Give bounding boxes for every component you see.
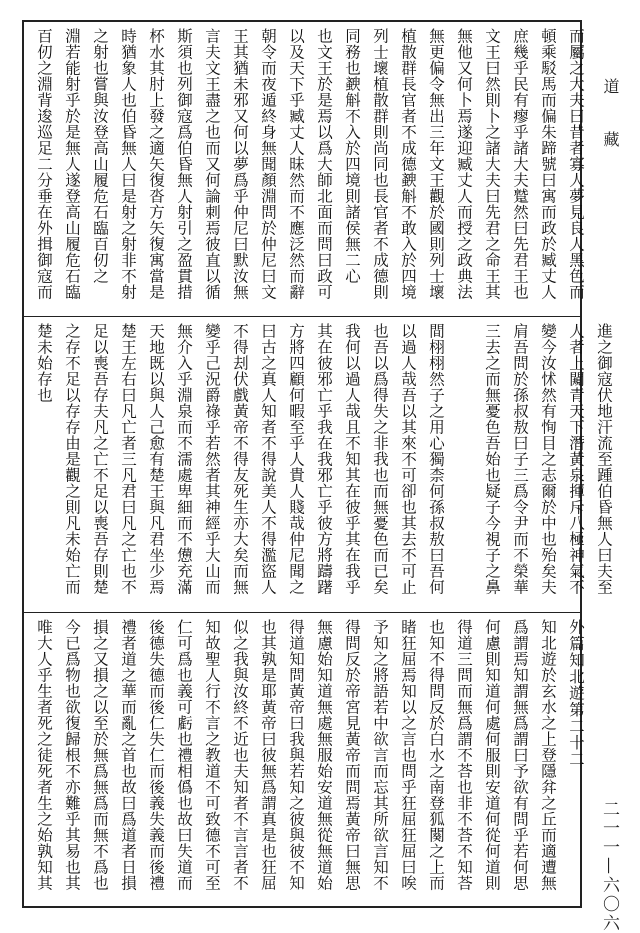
text-column: 列士壞植散群則尚同也長官者不成德則 bbox=[371, 28, 389, 300]
text-columns bbox=[30, 28, 590, 312]
text-column: 朝令而夜遁終身無聞顏淵問於仲尼曰文 bbox=[259, 28, 277, 300]
text-column: 禮者道之華而亂之首也故曰爲道者日損 bbox=[119, 619, 137, 891]
text-column: 知北遊於玄水之上登隱弅之丘而適遭無 bbox=[539, 619, 557, 891]
text-column: 得道知問黃帝曰我與若知之彼與彼不知 bbox=[287, 619, 305, 891]
text-column: 之射也嘗與汝登高山履危石臨百仞之 bbox=[91, 28, 109, 284]
text-column: 變乎己況爵祿乎若然者其神經乎大山而 bbox=[203, 323, 221, 595]
text-column: 爲謂焉知謂無爲謂曰予欲有問乎若何思 bbox=[511, 619, 529, 891]
chapter-title: 外篇知北遊第二十二 bbox=[567, 619, 585, 768]
margin-title: 道 藏 bbox=[601, 78, 620, 164]
text-column: 楚王左右曰凡亡者三凡君曰凡之亡也不 bbox=[119, 323, 137, 595]
text-column: 肩吾問於孫叔敖曰子三爲令尹而不榮華 bbox=[511, 323, 529, 595]
text-column: 間栩栩然子之用心獨柰何孫叔敖曰吾何 bbox=[427, 323, 445, 595]
text-column: 之存不足以存存由是觀之則凡未始亡而 bbox=[63, 323, 81, 595]
text-column: 也其孰是耶黃帝曰彼無爲謂真是也狂屈 bbox=[259, 619, 277, 891]
text-column: 三去之而無憂色吾始也疑子今視子之鼻 bbox=[483, 323, 501, 595]
text-column: 我何以過人哉且不知其在彼乎其在我乎 bbox=[343, 323, 361, 595]
text-column: 植散群長官者不成德斔斛不敢入於四境 bbox=[399, 28, 417, 300]
text-column: 人者上闚青天下潛黃泉揮斥八極神氣不 bbox=[567, 323, 585, 595]
text-column: 知故聖人行不言之教道不可致德不可至 bbox=[203, 619, 221, 891]
text-column: 何慮則知道何處何服則安道何從何道則 bbox=[483, 619, 501, 891]
text-column: 得道三問而無爲謂不荅也非不荅不知荅 bbox=[455, 619, 473, 891]
text-column: 杯水其肘上發之適矢復沓方矢復寓當是 bbox=[147, 28, 165, 300]
text-panel-middle bbox=[24, 316, 613, 612]
text-column: 王其猶未邪又何以夢爲乎仲尼曰默汝無 bbox=[231, 28, 249, 300]
text-column: 足以喪吾存夫凡之亡不足以喪吾存則楚 bbox=[91, 323, 109, 595]
text-column: 天地既以與人己愈有楚王與凡君坐少焉 bbox=[147, 323, 165, 595]
text-panel-bottom bbox=[24, 612, 585, 906]
text-column: 也知不得問反於白水之南登狐闋之上而 bbox=[427, 619, 445, 891]
text-column: 無他又何卜焉遂迎臧丈人而授之政典法 bbox=[455, 28, 473, 300]
text-column: 言夫文王盡之也而又何論刺焉彼直以循 bbox=[203, 28, 221, 300]
blank-column bbox=[450, 323, 478, 608]
text-column: 似之我與汝終不近也夫知者不言言者不 bbox=[231, 619, 249, 891]
text-column: 變今汝怵然有恂目之志爾於中也殆矣夫 bbox=[539, 323, 557, 595]
text-column: 文王曰然則卜之諸大夫曰先君之命王其 bbox=[483, 28, 501, 300]
text-column: 今已爲物也欲復歸根不亦難乎其易也其 bbox=[63, 619, 81, 891]
text-column: 而屬之大夫曰昔者寡人夢見良人黑色而 bbox=[567, 28, 585, 300]
text-column: 以過人哉吾以其來不可卻也其去不可止 bbox=[399, 323, 417, 595]
text-column: 同務也斔斛不入於四境則諸侯無二心 bbox=[343, 28, 361, 284]
text-column: 也文王於是焉以爲大師北面而問曰政可 bbox=[315, 28, 333, 300]
text-column: 進之御寇伏地汗流至踵伯昏無人曰夫至 bbox=[595, 323, 613, 595]
text-column: 唯大人乎生者死之徒死者生之始孰知其 bbox=[35, 619, 53, 891]
text-column: 損之又損之以至於無爲無爲而無不爲也 bbox=[91, 619, 109, 891]
text-column: 予知之將語若中欲言而忘其所欲言知不 bbox=[371, 619, 389, 891]
text-column: 睹狂屈焉知以之言也問乎狂屈狂屈曰唉 bbox=[399, 619, 417, 891]
text-column: 仁可爲也義可虧也禮相僞也故曰失道而 bbox=[175, 619, 193, 891]
text-column: 其在彼邪亡乎我在我邪亡乎彼方將躊躇 bbox=[315, 323, 333, 595]
text-panel-top bbox=[24, 22, 585, 316]
text-column: 庶幾乎民有瘳乎諸大夫蹵然曰先君王也 bbox=[511, 28, 529, 300]
text-column: 曰古之真人知者不得說美人不得濫盜人 bbox=[259, 323, 277, 595]
text-column: 也吾以爲得失之非我也而無憂色而已矣 bbox=[371, 323, 389, 595]
text-column: 以及天下乎臧丈人昧然而不應泛然而辭 bbox=[287, 28, 305, 300]
text-column: 百仞之淵背逡巡足二分垂在外揖御寇而 bbox=[35, 28, 53, 300]
page-number: 二一一—六〇六 bbox=[599, 800, 619, 933]
text-column: 不得刦伏戲黃帝不得友死生亦大矣而無 bbox=[231, 323, 249, 595]
text-column: 後德失德而後仁失仁而後義失義而後禮 bbox=[147, 619, 165, 891]
text-column: 無更偏令無出三年文王觀於國則列士壞 bbox=[427, 28, 445, 300]
text-column: 無慮始知道無處無服始安道無從無道始 bbox=[315, 619, 333, 891]
text-column: 斯須也列御寇爲伯昏無人射引之盈貫措 bbox=[175, 28, 193, 300]
text-column: 楚未始存也 bbox=[35, 323, 53, 403]
text-column: 得問反於帝宮見黃帝而問焉黃帝曰無思 bbox=[343, 619, 361, 891]
text-column: 方將四顧何暇至乎人貴人賤哉仲尼聞之 bbox=[287, 323, 305, 595]
text-column: 頓乘駁馬而偏朱蹄號曰寓而政於臧丈人 bbox=[539, 28, 557, 300]
text-column: 時猶象人也伯昏無人曰是射之射非不射 bbox=[119, 28, 137, 300]
text-columns bbox=[30, 619, 618, 902]
text-column: 無介入乎淵泉而不濡處卑細而不憊充滿 bbox=[175, 323, 193, 595]
text-columns bbox=[30, 323, 618, 608]
text-column: 淵若能射乎於是無人遂登高山履危石臨 bbox=[63, 28, 81, 300]
